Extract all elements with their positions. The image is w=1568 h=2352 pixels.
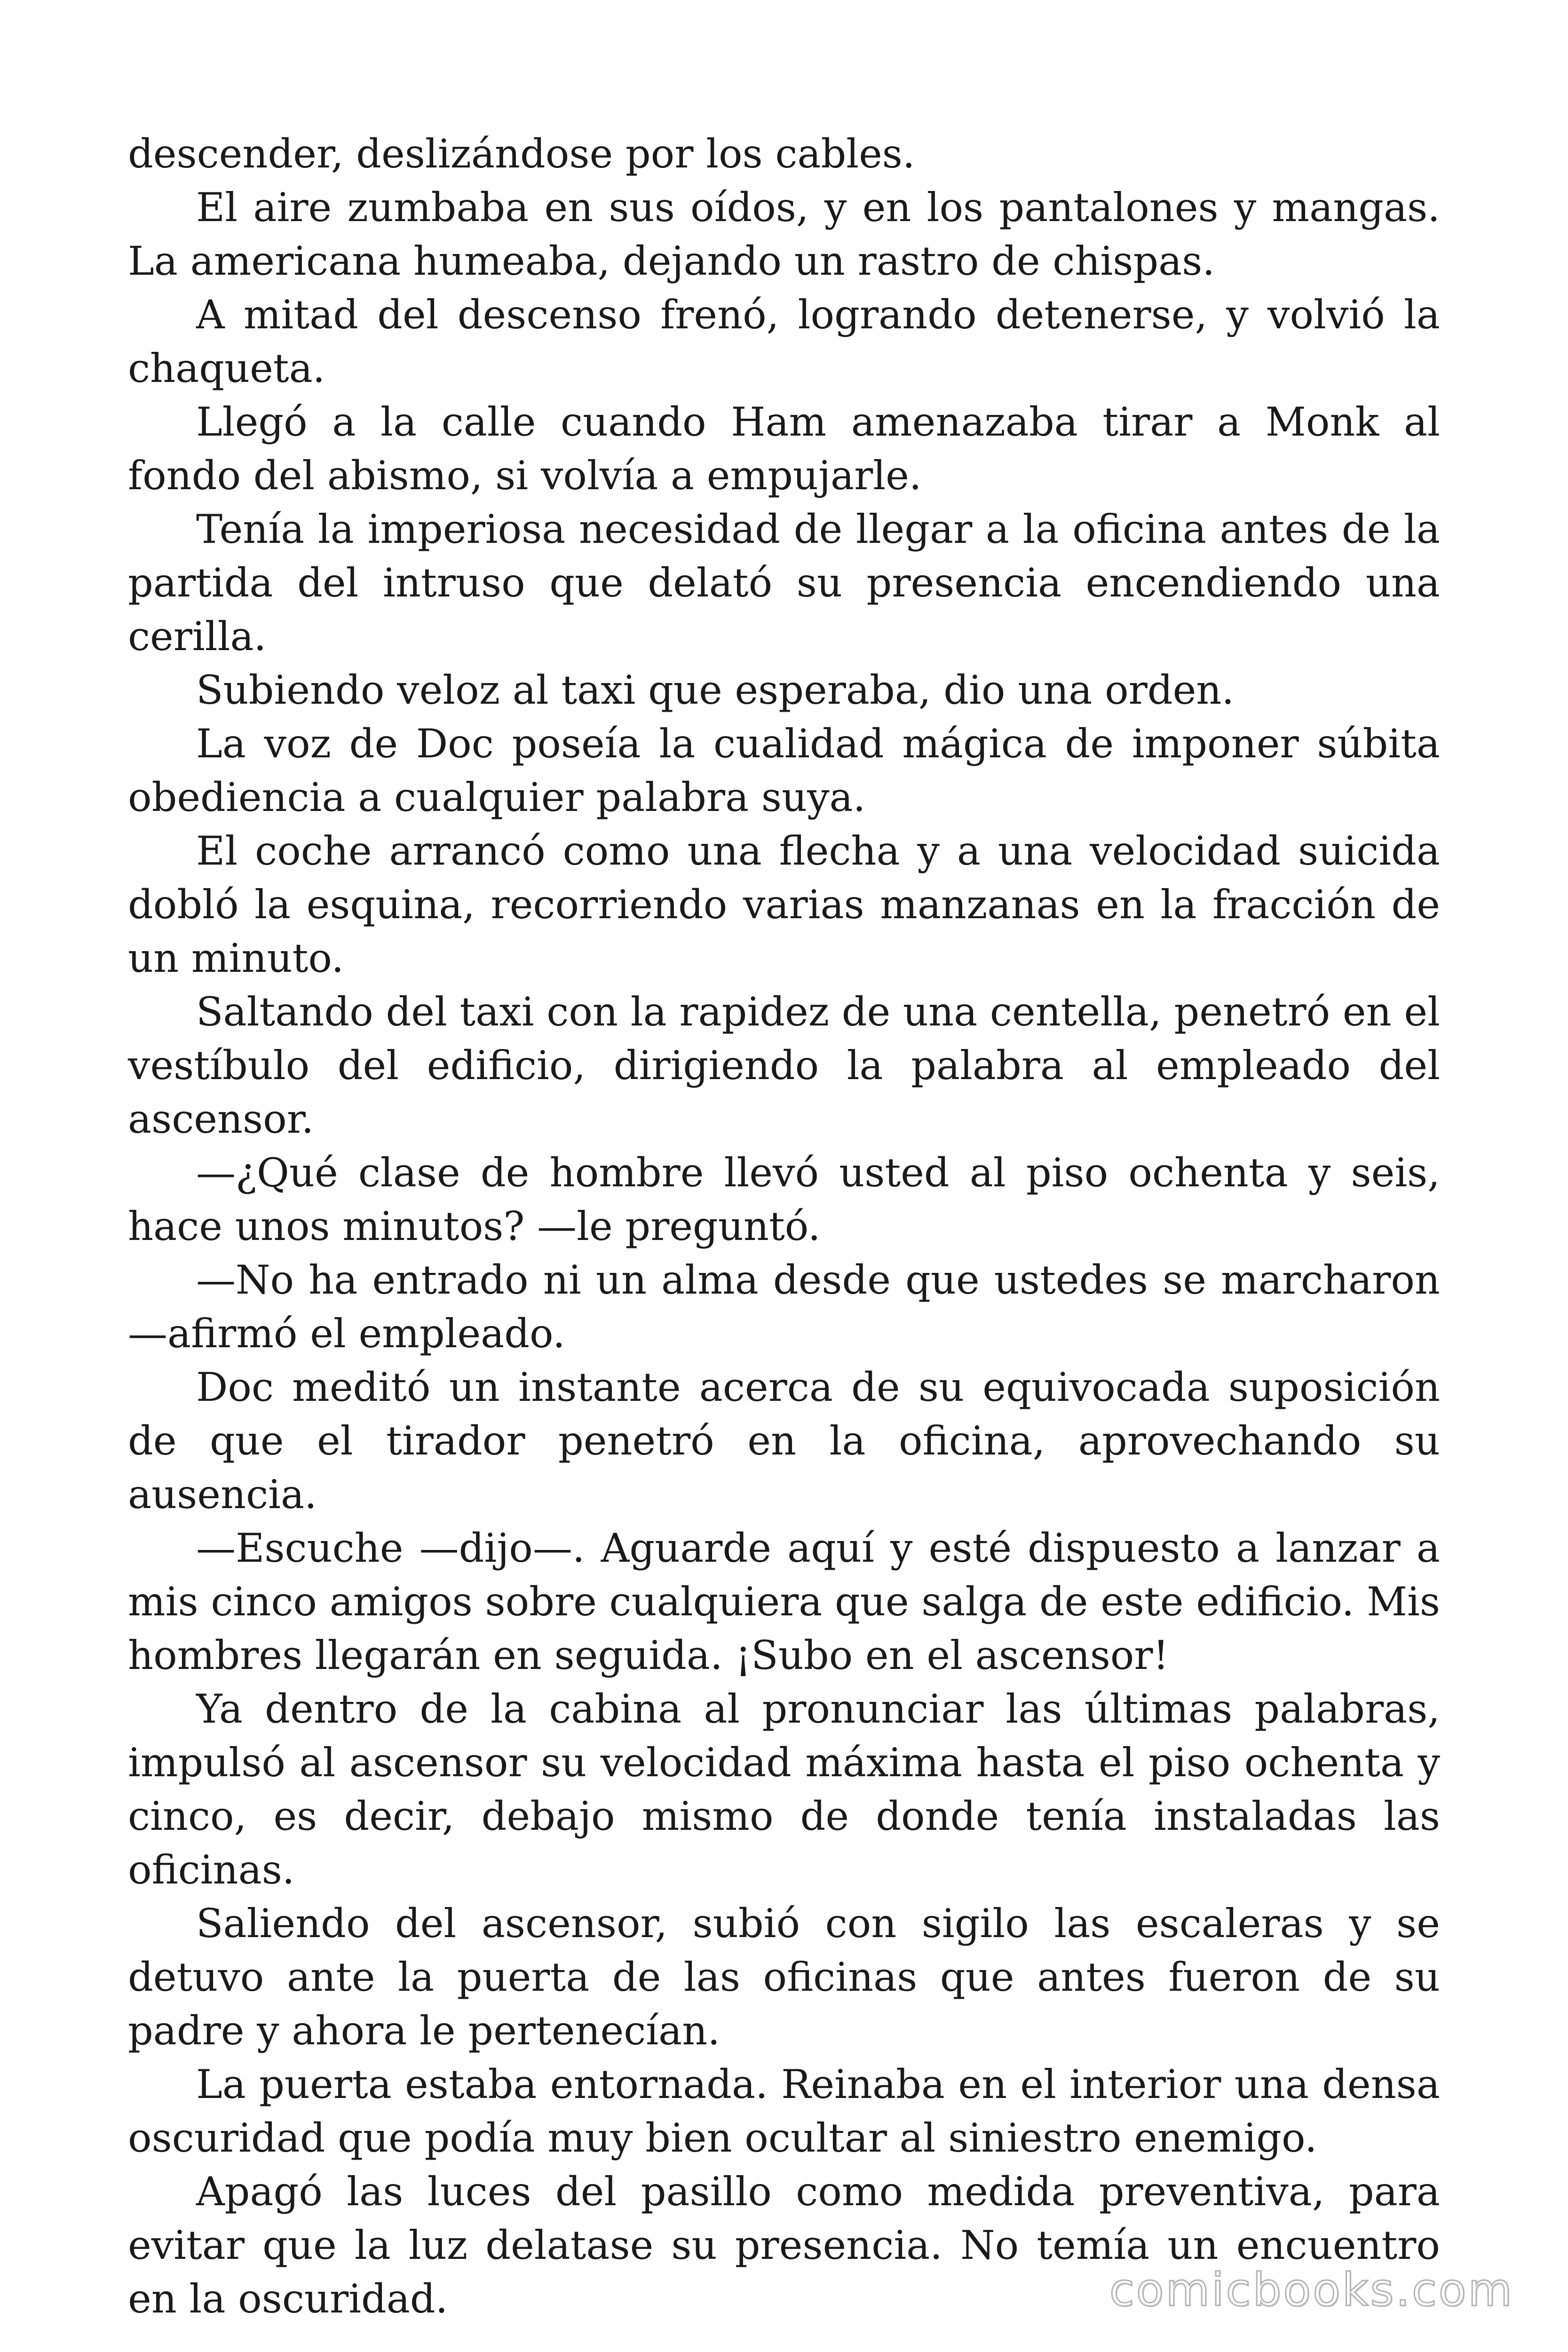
paragraph-3: A mitad del descenso frenó, logrando detenerse, y volvió la chaqueta. bbox=[128, 292, 1440, 391]
paragraph-15: Saliendo del ascensor, subió con sigilo las escaleras y se detuvo ante la puerta de las oficinas que antes fueron de su padre y ahora le pertenecían. bbox=[128, 1900, 1440, 2054]
paragraph-2: El aire zumbaba en sus oídos, y en los pantalones y mangas. La americana humeaba, dejando un rastro de chispas. bbox=[128, 184, 1440, 284]
paragraph-10: —¿Qué clase de hombre llevó usted al piso ochenta y seis, hace unos minutos? —le preguntó. bbox=[128, 1150, 1440, 1249]
paragraph-8: El coche arrancó como una flecha y a una velocidad suicida dobló la esquina, recorriendo varias manzanas en la fracción de un minuto. bbox=[128, 828, 1440, 981]
paragraph-17: Apagó las luces del pasillo como medida preventiva, para evitar que la luz delatase su presencia. No temía un encuentro en la oscuridad. bbox=[128, 2169, 1440, 2322]
paragraph-9: Saltando del taxi con la rapidez de una centella, penetró en el vestíbulo del edificio, dirigiendo la palabra al empleado del ascensor. bbox=[128, 989, 1440, 1142]
paragraph-16: La puerta estaba entornada. Reinaba en el interior una densa oscuridad que podía muy bien ocultar al siniestro enemigo. bbox=[128, 2061, 1440, 2161]
paragraph-5: Tenía la imperiosa necesidad de llegar a la oficina antes de la partida del intruso que delató su presencia encendiendo una cerilla. bbox=[128, 506, 1440, 660]
watermark: comicbooks.com bbox=[1109, 2264, 1514, 2316]
paragraph-12: Doc meditó un instante acerca de su equivocada suposición de que el tirador penetró en la oficina, aprovechando su ausencia. bbox=[128, 1364, 1440, 1518]
paragraph-6: Subiendo veloz al taxi que esperaba, dio una orden. bbox=[196, 667, 1235, 713]
page-body bbox=[128, 127, 1440, 2326]
paragraph-4: Llegó a la calle cuando Ham amenazaba tirar a Monk al fondo del abismo, si volvía a empujarle. bbox=[128, 399, 1440, 499]
paragraph-11: —No ha entrado ni un alma desde que ustedes se marcharon —afirmó el empleado. bbox=[128, 1257, 1440, 1357]
paragraph-7: La voz de Doc poseía la cualidad mágica de imponer súbita obediencia a cualquier palabra suya. bbox=[128, 721, 1440, 820]
paragraph-1: descender, deslizándose por los cables. bbox=[128, 131, 915, 177]
paragraph-14: Ya dentro de la cabina al pronunciar las últimas palabras, impulsó al ascensor su velocidad máxima hasta el piso ochenta y cinco, es decir, debajo mismo de donde tenía instaladas las oficinas. bbox=[128, 1686, 1440, 1893]
paragraph-13: —Escuche —dijo—. Aguarde aquí y esté dispuesto a lanzar a mis cinco amigos sobre cualquiera que salga de este edificio. Mis hombres llegarán en seguida. ¡Subo en el ascensor! bbox=[128, 1525, 1440, 1678]
